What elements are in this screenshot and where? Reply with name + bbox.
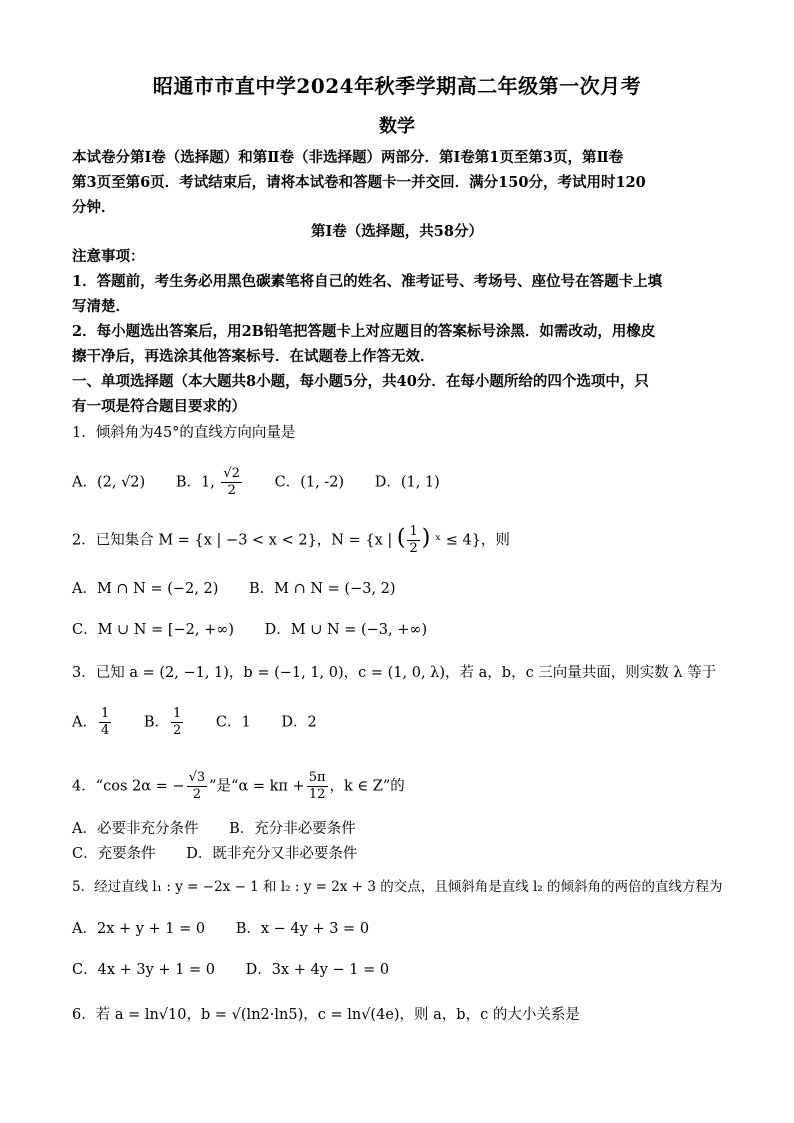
q5-option-b: B．x − 4y + 3 = 0 (235, 921, 370, 937)
q2-option-d: D．M ∪ N = (−3, +∞) (264, 622, 428, 638)
q4-option-b: B．充分非必要条件 (229, 821, 356, 837)
q1-option-c: C．(1, -2) (274, 474, 345, 491)
question-3-options: A． $\frac{1}{4}$ B． $\frac{1}{2}$ C．1 D．2 (72, 706, 317, 738)
exam-title: 昭通市市直中学2024年秋季学期高二年级第一次月考 (152, 74, 642, 98)
intro-paragraph (72, 145, 727, 220)
part-1-heading-b: 有一项是符合题目要求的） (72, 398, 246, 415)
question-2-options-cd (72, 619, 427, 641)
question-6: 6．若 a = ln√10，b = √(ln2·ln5)，c = ln√(4e)，则 a，b，c 的大小关系是 (72, 1007, 580, 1023)
question-1: 1．倾斜角为45°的直线方向向量是 (72, 425, 296, 441)
q5-option-d: D．3x + 4y − 1 = 0 (245, 962, 390, 978)
note-1-line-1: 1．答题前，考生务必用黑色碳素笔将自己的姓名、准考证号、考场号、座位号在答题卡上填 (72, 273, 663, 290)
q4-option-c: C．充要条件 (72, 846, 156, 862)
notes (72, 244, 727, 419)
note-1-line-2: 写清楚． (72, 298, 130, 315)
q1-option-b-fraction: $\frac{√2}{2}$ (223, 466, 240, 498)
q2-fraction: $\frac{1}{2}$ (409, 524, 418, 556)
q5-option-c: C．4x + 3y + 1 = 0 (72, 962, 215, 978)
question-4-options-cd (72, 843, 357, 865)
notes-heading: 注意事项： (72, 248, 145, 265)
q3-option-a: $\frac{1}{4}$ (100, 706, 110, 738)
note-2-line-2: 擦干净后，再选涂其他答案标号．在试题卷上作答无效． (72, 348, 435, 365)
intro-line-3: 分钟． (72, 199, 116, 216)
note-2-line-1: 2．每小题选出答案后，用2B铅笔把答题卡上对应题目的答案标号涂黑．如需改动，用橡皮 (72, 323, 656, 340)
q3-option-c: C．1 (215, 714, 251, 731)
q5-option-a: A．2x + y + 1 = 0 (72, 921, 206, 937)
question-3: 3．已知 a = (2, −1, 1)，b = (−1, 1, 0)，c = (1, 0, λ)，若 a，b，c 三向量共面，则实数 λ 等于 (72, 665, 717, 681)
q4-option-d: D．既非充分又非必要条件 (186, 846, 358, 862)
q2-option-b: B．M ∩ N = (−3, 2) (248, 581, 396, 597)
q1-option-a: A．(2, √2) (72, 474, 146, 491)
question-2: 2．已知集合 M = {x | −3 < x < 2}，N = {x | ( $\frac{1}{2}$ ) ˣ ≤ 4}，则 (72, 524, 510, 556)
q1-option-b: B．1, (175, 474, 215, 491)
q1-option-d: D．(1, 1) (374, 474, 440, 491)
q3-option-b: $\frac{1}{2}$ (173, 706, 182, 738)
intro-line-1: 本试卷分第Ⅰ卷（选择题）和第Ⅱ卷（非选择题）两部分．第Ⅰ卷第1页至第3页，第Ⅱ卷 (72, 149, 624, 166)
section-title: 第Ⅰ卷（选择题，共58分） (311, 223, 483, 240)
part-1-heading-a: 一、单项选择题（本大题共8小题，每小题5分，共40分．在每小题所给的四个选项中，只 (72, 373, 649, 390)
intro-line-2: 第3页至第6页．考试结束后，请将本试卷和答题卡一并交回．满分150分，考试用时120 (72, 174, 646, 191)
q4-fraction-2: $\frac{5\pi}{12}$ (308, 770, 326, 802)
q3-option-d: D．2 (281, 714, 317, 731)
question-4-options-ab (72, 818, 356, 840)
question-4: 4．“cos 2α = − $\frac{√3}{2}$ ”是“α = kπ + $\frac{5\pi}{12}$ ，k ∈ Z”的 (72, 770, 405, 802)
question-5-options-ab (72, 918, 369, 940)
question-5-options-cd (72, 959, 389, 981)
question-5: 5．经过直线 l₁ : y = −2x − 1 和 l₂ : y = 2x + 3 的交点，且倾斜角是直线 l₂ 的倾斜角的两倍的直线方程为 (72, 879, 723, 895)
subject-title: 数学 (379, 116, 415, 137)
q4-option-a: A．必要非充分条件 (72, 821, 199, 837)
question-1-options (72, 466, 440, 499)
q2-option-c: C．M ∪ N = [−2, +∞) (72, 622, 234, 638)
q2-option-a: A．M ∩ N = (−2, 2) (72, 581, 219, 597)
question-2-options-ab (72, 578, 396, 600)
q4-fraction-1: $\frac{√3}{2}$ (188, 770, 206, 802)
